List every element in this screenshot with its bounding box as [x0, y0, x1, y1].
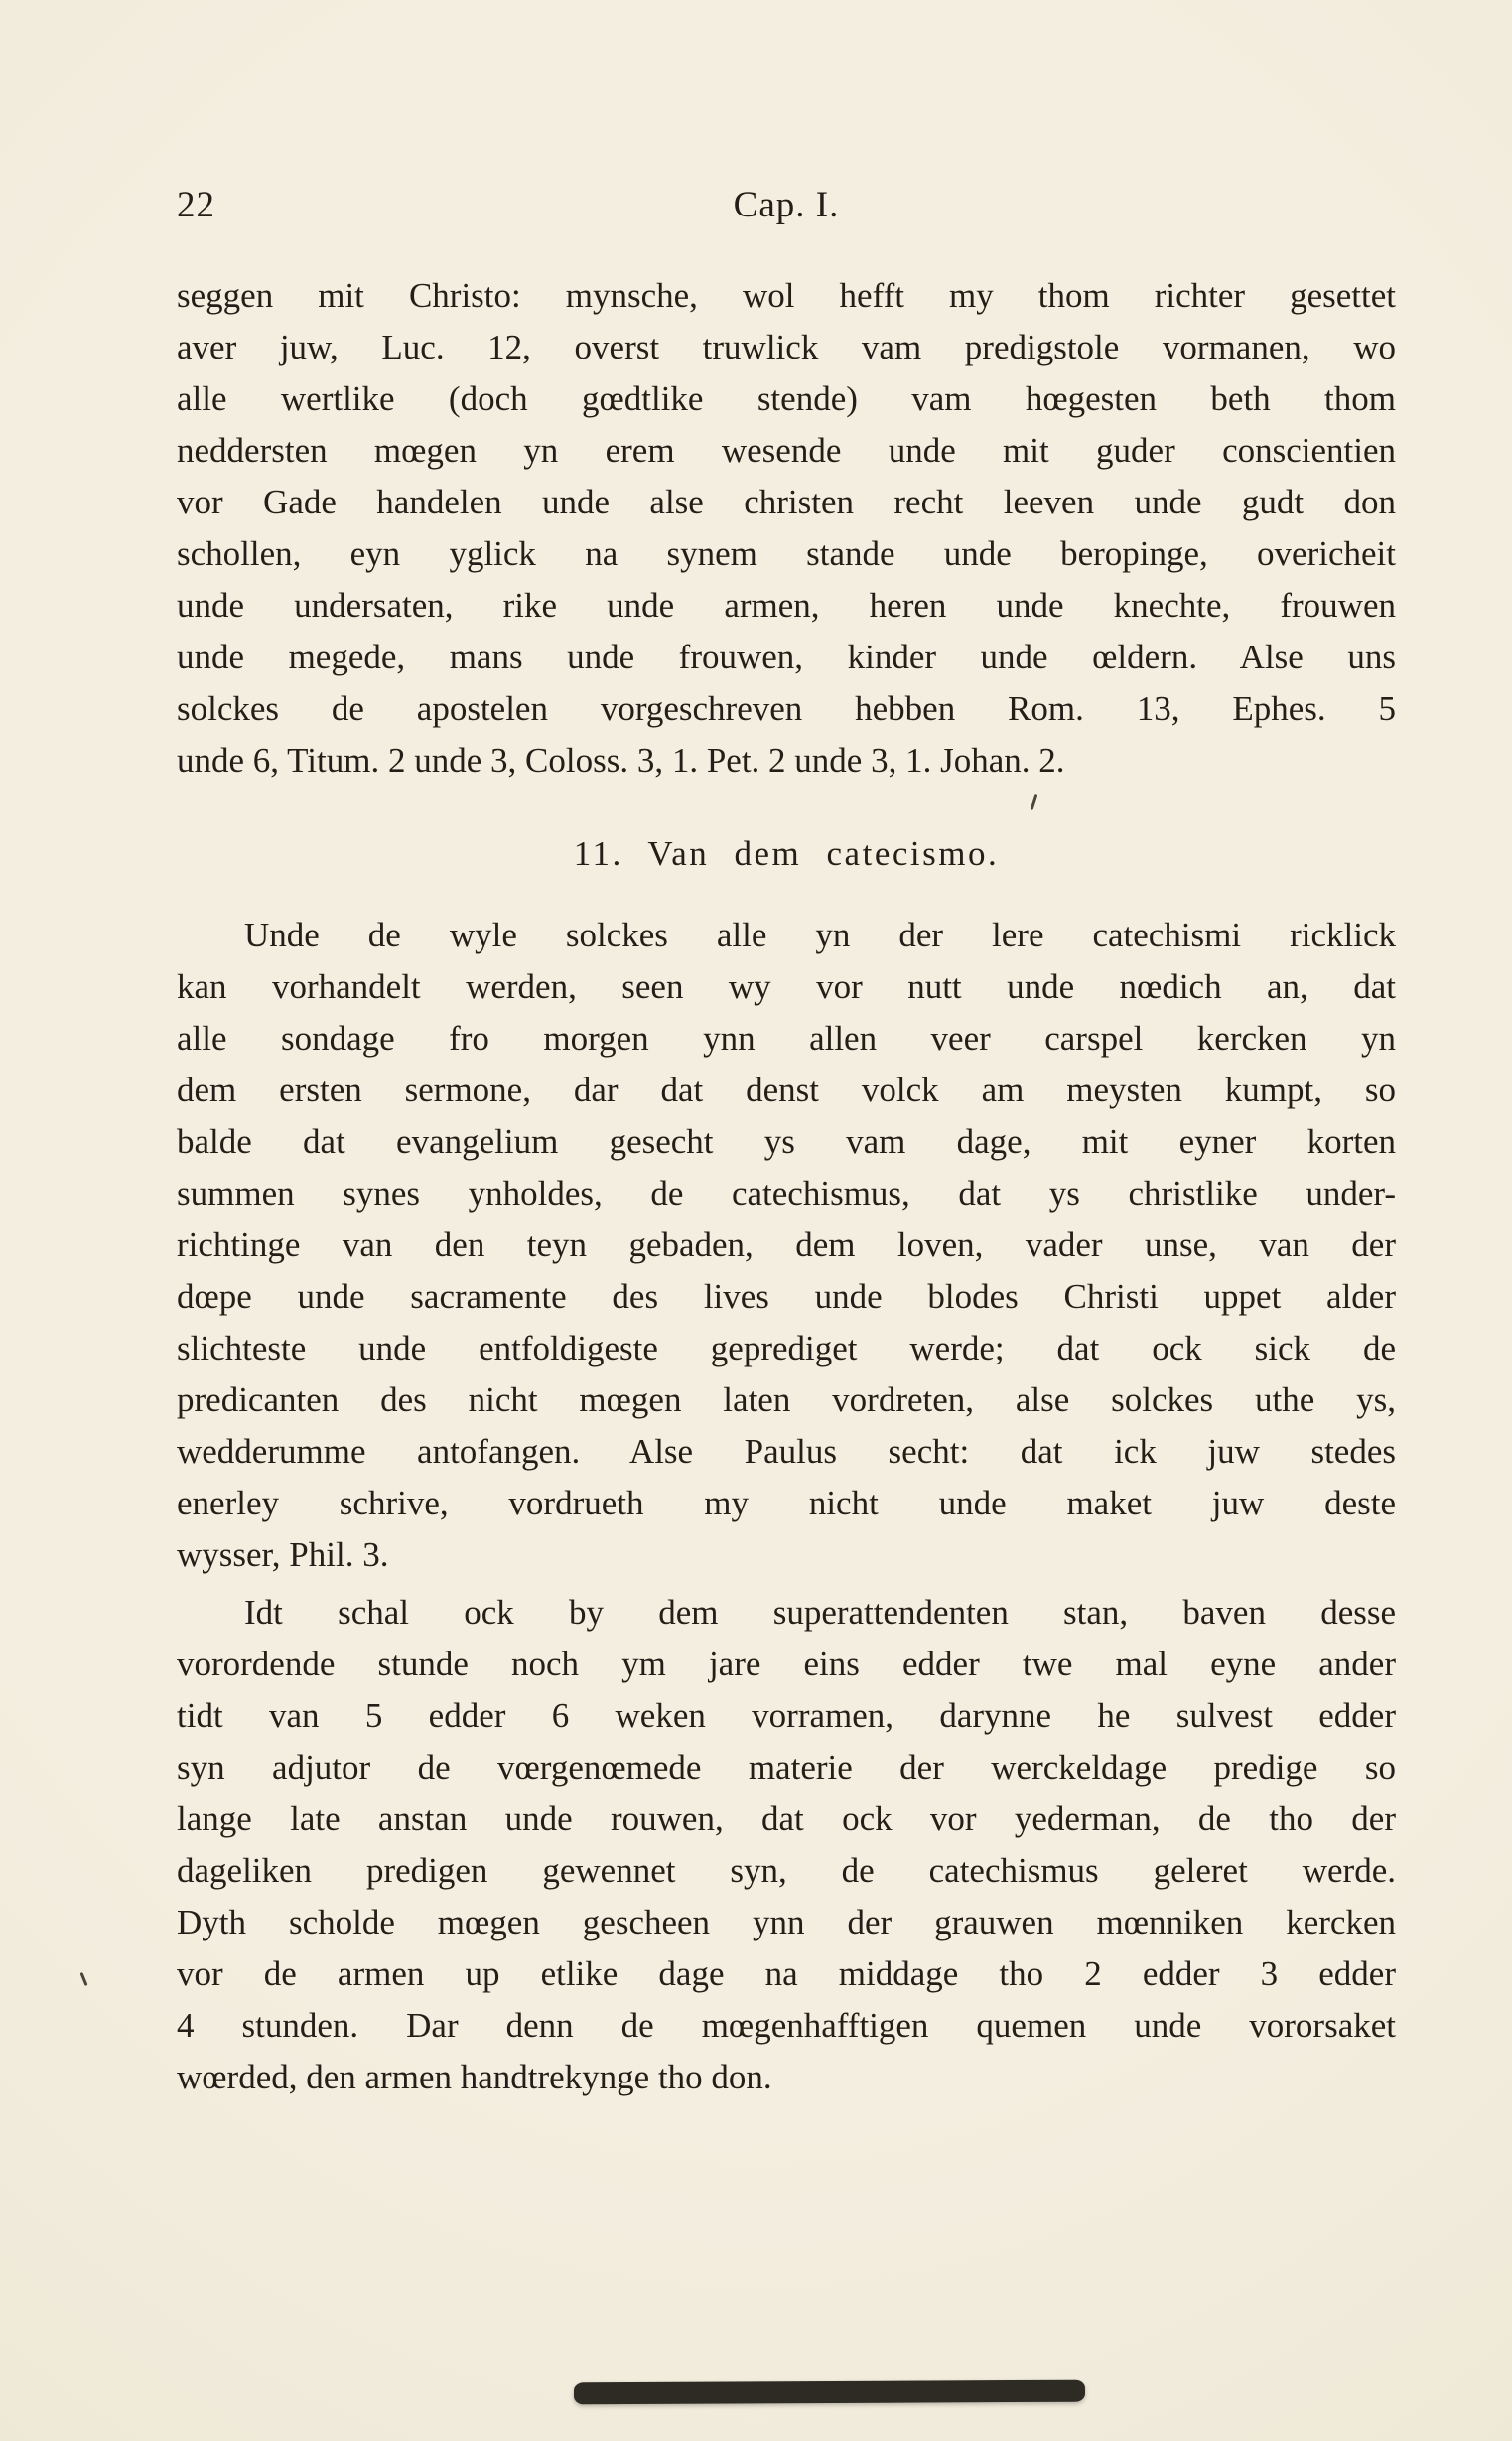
text-line: aver juw, Luc. 12, overst truwlick vam predigstole vormanen, wo — [177, 328, 1396, 366]
text-line: wedderumme antofangen. Alse Paulus secht: dat ick juw stedes — [177, 1432, 1396, 1471]
text-line: wœrded, den armen handtrekynge tho don. — [177, 2058, 772, 2096]
text-line: unde 6, Titum. 2 unde 3, Coloss. 3, 1. Pet. 2 unde 3, 1. Johan. 2. — [177, 741, 1065, 780]
page-header — [177, 181, 1396, 230]
text-line: vor Gade handelen unde alse christen recht leeven unde gudt don — [177, 483, 1396, 521]
text-line: vorordende stunde noch ym jare eins edder twe mal eyne ander — [177, 1645, 1396, 1683]
chapter-header: Cap. I. — [733, 185, 840, 225]
page-number: 22 — [177, 185, 215, 225]
text-line: dem ersten sermone, dar dat denst volck am meysten kumpt, so — [177, 1071, 1396, 1109]
text-line: Idt schal ock by dem superattendenten stan, baven desse — [244, 1593, 1396, 1632]
text-line: neddersten mœgen yn erem wesende unde mit guder conscientien — [177, 431, 1396, 470]
scan-artifact-mark — [79, 1972, 87, 1986]
text-block — [177, 270, 1396, 2103]
text-line: syn adjutor de vœrgenœmede materie der werckeldage predige so — [177, 1748, 1396, 1787]
paragraph-1 — [177, 270, 1396, 787]
text-line: Dyth scholde mœgen gescheen ynn der grauwen mœnniken kercken — [177, 1903, 1396, 1941]
text-line: predicanten des nicht mœgen laten vordreten, alse solckes uthe ys, — [177, 1380, 1396, 1419]
text-line: richtinge van den teyn gebaden, dem loven, vader unse, van der — [177, 1225, 1396, 1264]
text-line: kan vorhandelt werden, seen wy vor nutt unde nœdich an, dat — [177, 967, 1396, 1006]
text-line: balde dat evangelium gesecht ys vam dage, mit eyner korten — [177, 1122, 1396, 1161]
scan-edge-bar — [574, 2380, 1085, 2405]
text-line: enerley schrive, vordrueth my nicht unde maket juw deste — [177, 1484, 1396, 1522]
text-line: seggen mit Christo: mynsche, wol hefft my thom richter gesettet — [177, 276, 1396, 315]
text-line: dageliken predigen gewennet syn, de catechismus geleret werde. — [177, 1851, 1396, 1890]
text-line: lange late anstan unde rouwen, dat ock vor yederman, de tho der — [177, 1799, 1396, 1838]
text-line: wysser, Phil. 3. — [177, 1535, 389, 1574]
text-line: Unde de wyle solckes alle yn der lere catechismi ricklick — [244, 916, 1396, 954]
text-line: summen synes ynholdes, de catechismus, dat ys christlike under- — [177, 1174, 1396, 1213]
paragraph-2 — [177, 910, 1396, 1581]
text-line: unde megede, mans unde frouwen, kinder unde œldern. Alse uns — [177, 638, 1396, 676]
text-line: solckes de apostelen vorgeschreven hebben Rom. 13, Ephes. 5 — [177, 689, 1396, 728]
text-line: dœpe unde sacramente des lives unde blodes Christi uppet alder — [177, 1277, 1396, 1316]
text-line: slichteste unde entfoldigeste geprediget werde; dat ock sick de — [177, 1329, 1396, 1367]
text-line: unde undersaten, rike unde armen, heren unde knechte, frouwen — [177, 586, 1396, 625]
text-line: tidt van 5 edder 6 weken vorramen, darynne he sulvest edder — [177, 1696, 1396, 1735]
text-line: vor de armen up etlike dage na middage tho 2 edder 3 edder — [177, 1954, 1396, 1993]
text-line: alle sondage fro morgen ynn allen veer carspel kercken yn — [177, 1019, 1396, 1058]
section-heading: 11. Van dem catecismo. — [573, 834, 1000, 873]
paragraph-3 — [177, 1587, 1396, 2103]
text-line: 4 stunden. Dar denn de mœgenhafftigen quemen unde vororsaket — [177, 2006, 1396, 2045]
text-line: schollen, eyn yglick na synem stande unde beropinge, overicheit — [177, 534, 1396, 573]
text-line: alle wertlike (doch gœdtlike stende) vam hœgesten beth thom — [177, 379, 1396, 418]
